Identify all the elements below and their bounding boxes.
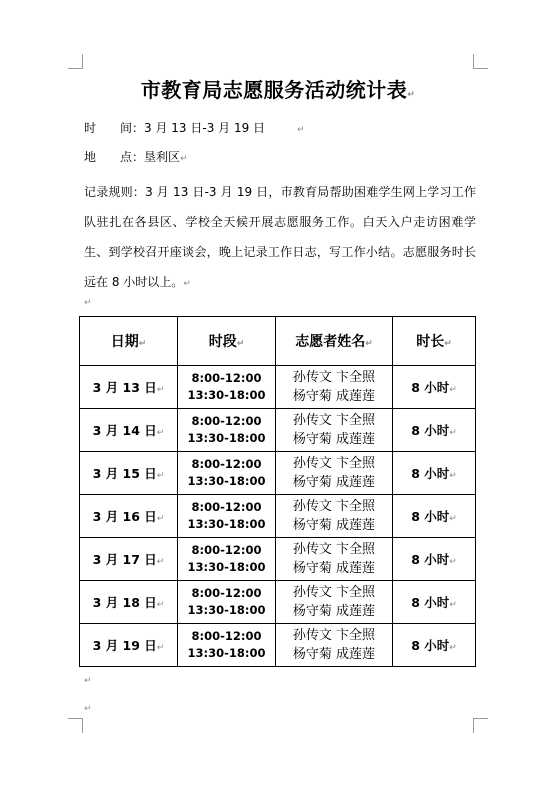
paragraph-mark: ↵ <box>236 339 245 349</box>
afternoon-slot: 13:30-18:00 <box>187 431 266 445</box>
cell-volunteer-names[interactable] <box>276 495 393 538</box>
paragraph-mark: ↵ <box>156 557 165 567</box>
time-label: 时 间： <box>84 121 145 135</box>
crop-mark-bottom-right <box>473 718 488 733</box>
paragraph-mark: ↵ <box>449 643 457 653</box>
duration-text: 8 小时 <box>411 380 450 395</box>
volunteer-names-line2: 杨守菊 成莲莲 <box>292 561 376 576</box>
morning-slot: 8:00-12:00 <box>191 500 262 514</box>
paragraph-mark: ↵ <box>156 514 165 524</box>
volunteer-names-line1: 孙传文 卞全照 <box>292 628 376 643</box>
cell-date[interactable] <box>80 624 178 667</box>
cell-date[interactable] <box>80 538 178 581</box>
paragraph-mark: ↵ <box>156 471 165 481</box>
morning-slot: 8:00-12:00 <box>191 543 262 557</box>
cell-time-slot[interactable] <box>178 409 276 452</box>
time-line[interactable] <box>84 119 305 136</box>
crop-mark-top-right <box>473 54 488 69</box>
date-text: 3 月 17 日 <box>92 552 157 567</box>
table-row <box>80 366 476 409</box>
volunteer-names-line2: 杨守菊 成莲莲 <box>292 432 376 447</box>
header-duration-label: 时长 <box>416 334 445 350</box>
date-text: 3 月 18 日 <box>92 595 157 610</box>
paragraph-mark: ↵ <box>407 90 416 100</box>
empty-paragraph-mark: ↵ <box>84 704 92 714</box>
volunteer-names-line2: 杨守菊 成莲莲 <box>292 475 376 490</box>
cell-date[interactable] <box>80 495 178 538</box>
paragraph-mark: ↵ <box>444 339 452 349</box>
cell-duration[interactable] <box>393 409 476 452</box>
paragraph-mark: ↵ <box>449 514 457 524</box>
afternoon-slot: 13:30-18:00 <box>187 517 266 531</box>
paragraph-mark: ↵ <box>449 557 457 567</box>
cell-time-slot[interactable] <box>178 624 276 667</box>
document-title-text: 市教育局志愿服务活动统计表 <box>140 78 408 102</box>
paragraph-mark: ↵ <box>156 643 165 653</box>
morning-slot: 8:00-12:00 <box>191 457 262 471</box>
duration-text: 8 小时 <box>411 466 450 481</box>
paragraph-mark: ↵ <box>297 125 305 135</box>
volunteer-names-line1: 孙传文 卞全照 <box>292 456 376 471</box>
volunteer-names-line2: 杨守菊 成莲莲 <box>292 389 376 404</box>
date-text: 3 月 16 日 <box>92 509 157 524</box>
date-text: 3 月 19 日 <box>92 638 157 653</box>
cell-time-slot[interactable] <box>178 538 276 581</box>
paragraph-mark: ↵ <box>449 385 457 395</box>
cell-volunteer-names[interactable] <box>276 581 393 624</box>
table-row <box>80 624 476 667</box>
document-title[interactable] <box>0 74 556 103</box>
paragraph-mark: ↵ <box>365 339 373 349</box>
morning-slot: 8:00-12:00 <box>191 629 262 643</box>
volunteer-names-line2: 杨守菊 成莲莲 <box>292 518 376 533</box>
paragraph-mark: ↵ <box>449 428 457 438</box>
cell-volunteer-names[interactable] <box>276 538 393 581</box>
date-text: 3 月 13 日 <box>92 380 157 395</box>
place-line[interactable] <box>84 148 188 165</box>
place-value: 垦利区 <box>144 150 181 164</box>
paragraph-mark: ↵ <box>449 471 457 481</box>
cell-duration[interactable] <box>393 581 476 624</box>
header-date[interactable] <box>80 317 178 366</box>
rules-paragraph[interactable] <box>84 177 476 299</box>
rules-text: 3 月 13 日-3 月 19 日，市教育局帮助困难学生网上学习工作队驻扎在各县区、学校全天候开展志愿服务工作。白天入户走访困难学生、到学校召开座谈会，晚上记录工作日志，写工作小结。志愿服务时长远在 8 小时以上。 <box>84 185 476 289</box>
paragraph-mark: ↵ <box>183 279 191 289</box>
table-header-row <box>80 317 476 366</box>
cell-duration[interactable] <box>393 366 476 409</box>
volunteer-names-line1: 孙传文 卞全照 <box>292 370 376 385</box>
cell-time-slot[interactable] <box>178 495 276 538</box>
cell-duration[interactable] <box>393 624 476 667</box>
volunteer-names-line2: 杨守菊 成莲莲 <box>292 604 376 619</box>
table-row <box>80 495 476 538</box>
duration-text: 8 小时 <box>411 509 450 524</box>
empty-paragraph-mark: ↵ <box>84 298 92 308</box>
table-row <box>80 452 476 495</box>
duration-text: 8 小时 <box>411 595 450 610</box>
crop-mark-top-left <box>68 54 83 69</box>
cell-duration[interactable] <box>393 452 476 495</box>
morning-slot: 8:00-12:00 <box>191 586 262 600</box>
paragraph-mark: ↵ <box>449 600 457 610</box>
table-row <box>80 538 476 581</box>
duration-text: 8 小时 <box>411 552 450 567</box>
crop-mark-bottom-left <box>68 718 83 733</box>
volunteer-names-line1: 孙传文 卞全照 <box>292 542 376 557</box>
afternoon-slot: 13:30-18:00 <box>187 474 266 488</box>
table-row <box>80 409 476 452</box>
header-date-label: 日期 <box>110 334 139 350</box>
table-row <box>80 581 476 624</box>
header-volunteer-names[interactable] <box>276 317 393 366</box>
afternoon-slot: 13:30-18:00 <box>187 388 266 402</box>
afternoon-slot: 13:30-18:00 <box>187 560 266 574</box>
time-value: 3 月 13 日-3 月 19 日 <box>144 121 266 135</box>
volunteer-stats-table <box>79 316 476 667</box>
paragraph-mark: ↵ <box>138 339 147 349</box>
afternoon-slot: 13:30-18:00 <box>187 646 266 660</box>
volunteer-names-line1: 孙传文 卞全照 <box>292 585 376 600</box>
duration-text: 8 小时 <box>411 423 450 438</box>
cell-time-slot[interactable] <box>178 581 276 624</box>
morning-slot: 8:00-12:00 <box>191 371 262 385</box>
rules-label: 记录规则： <box>84 185 146 199</box>
cell-volunteer-names[interactable] <box>276 366 393 409</box>
date-text: 3 月 15 日 <box>92 466 157 481</box>
cell-volunteer-names[interactable] <box>276 624 393 667</box>
volunteer-names-line1: 孙传文 卞全照 <box>292 499 376 514</box>
cell-volunteer-names[interactable] <box>276 452 393 495</box>
volunteer-names-line2: 杨守菊 成莲莲 <box>292 647 376 662</box>
date-text: 3 月 14 日 <box>92 423 157 438</box>
paragraph-mark: ↵ <box>156 385 165 395</box>
paragraph-mark: ↵ <box>180 154 188 164</box>
header-time-slot[interactable] <box>178 317 276 366</box>
cell-duration[interactable] <box>393 495 476 538</box>
cell-duration[interactable] <box>393 538 476 581</box>
cell-time-slot[interactable] <box>178 452 276 495</box>
cell-date[interactable] <box>80 409 178 452</box>
header-time-label: 时段 <box>208 334 237 350</box>
empty-paragraph-mark: ↵ <box>84 676 92 686</box>
cell-time-slot[interactable] <box>178 366 276 409</box>
morning-slot: 8:00-12:00 <box>191 414 262 428</box>
place-label: 地 点： <box>84 150 145 164</box>
afternoon-slot: 13:30-18:00 <box>187 603 266 617</box>
paragraph-mark: ↵ <box>156 428 165 438</box>
cell-date[interactable] <box>80 452 178 495</box>
cell-volunteer-names[interactable] <box>276 409 393 452</box>
cell-date[interactable] <box>80 366 178 409</box>
volunteer-names-line1: 孙传文 卞全照 <box>292 413 376 428</box>
duration-text: 8 小时 <box>411 638 450 653</box>
cell-date[interactable] <box>80 581 178 624</box>
header-names-label: 志愿者姓名 <box>295 334 366 350</box>
paragraph-mark: ↵ <box>156 600 165 610</box>
header-duration[interactable] <box>393 317 476 366</box>
